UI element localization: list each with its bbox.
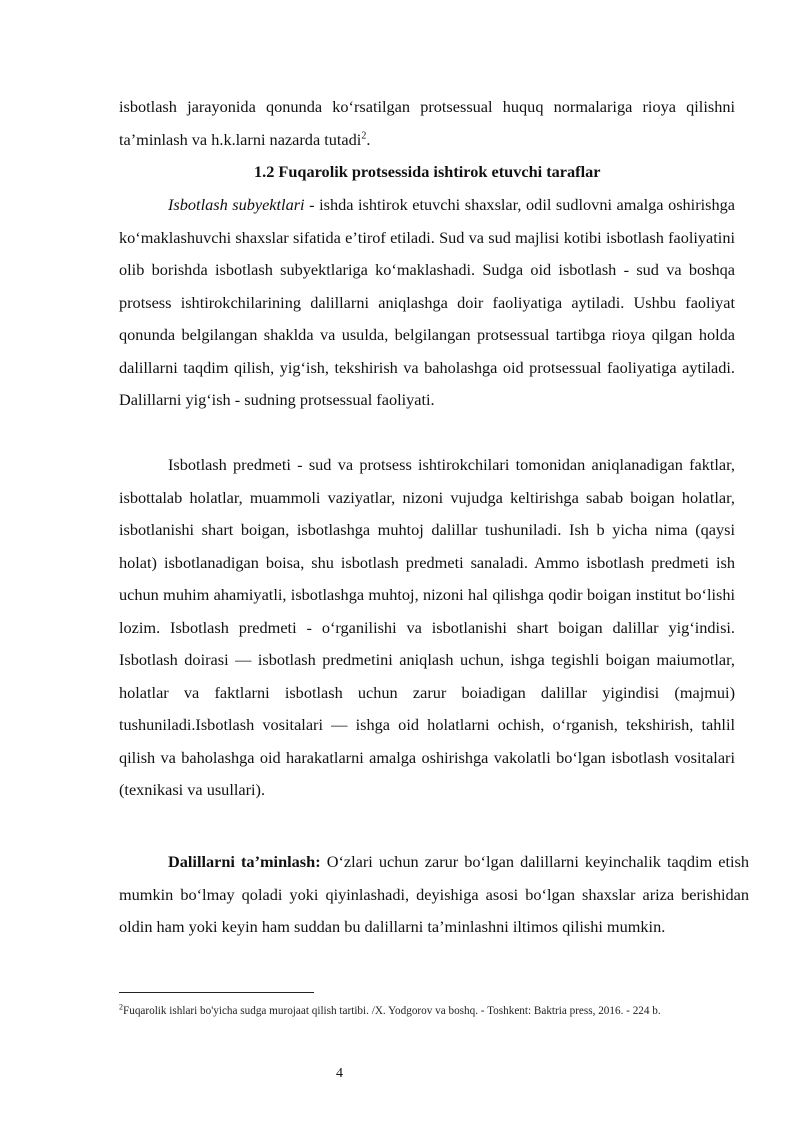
paragraph-text: Isbotlash predmeti - sud va protsess ishtirokchilari tomonidan aniqlanadigan faktlar, isbottalab holatlar, muammoli vaziyatlar, nizoni vujudga keltirishga sabab boigan holatlar, isbotlanishi shart boigan, isbotlashga muhtoj dalillar tushuniladi. Ish b yicha nima (qaysi holat) isbotlanadigan boisa, shu isbotlash predmeti sanaladi. Ammo isbotlash predmeti ish uchun muhim ahamiyatli, isbotlashga muhtoj, nizoni hal qilishga qodir boigan institut boʻlishi lozim. Isbotlash predmeti - oʻrganilishi va isbotlanishi shart boigan dalillar yigʻindisi. Isbotlash doirasi — isbotlash predmetini aniqlash uchun, ishga tegishli boigan maiumotlar, holatlar va faktlarni isbotlash uchun zarur boiadigan dalillar yigindisi (majmui) tushuniladi.Isbotlash vositalari — ishga oid holatlarni ochish, oʻrganish, tekshirish, tahlil qilish va baholashga oid harakatlarni amalga oshirishga vakolatli boʻlgan isbotlash vositalari (texnikasi va usullari).: [119, 455, 735, 799]
footnote-separator: [119, 992, 314, 993]
footnote-text: Fuqarolik ishlari bo'yicha sudga murojaat qilish tartibi. /X. Yodgorov va boshq. - Toshkent: Baktria press, 2016. - 224 b.: [123, 1005, 661, 1017]
paragraph-text: Oʻzlari uchun zarur boʻlgan dalillarni keyinchalik taqdim etish mumkin boʻlmay qoladi yoki qiyinlashadi, deyishiga asosi boʻlgan shaxslar ariza berishidan oldin ham yoki keyin ham suddan bu dalillarni taʼminlashni iltimos qilishi mumkin.: [119, 852, 749, 936]
paragraph-subjects: [119, 189, 735, 417]
footnote-number: 2: [119, 1002, 123, 1012]
paragraph-predmet: [119, 449, 735, 807]
paragraph-continuation: [119, 91, 735, 156]
section-heading: 1.2 Fuqarolik protsessida ishtirok etuvchi taraflar: [254, 162, 601, 181]
page-number: 4: [336, 1066, 343, 1081]
term-isbotlash-subyektlari: Isbotlash subyektlari: [168, 195, 305, 214]
footnote: [119, 1003, 749, 1020]
paragraph-end: .: [366, 129, 371, 149]
paragraph-text: isbotlash jarayonida qonunda koʻrsatilgan protsessual huquq normalariga rioya qilishni taʼminlash va h.k.larni nazarda tutadi: [119, 97, 735, 149]
footnote-reference: 2: [361, 130, 367, 142]
paragraph-taminlash: [119, 846, 749, 944]
term-dalillarni-taminlash: Dalillarni taʼminlash:: [168, 852, 321, 871]
paragraph-text: - ishda ishtirok etuvchi shaxslar, odil sudlovni amalga oshirishga koʻmaklashuvchi shaxslar sifatida eʼtirof etiladi. Sud va sud majlisi kotibi isbotlash faoliyatini olib borishda isbotlash subyektlariga koʻmaklashadi. Sudga oid isbotlash - sud va boshqa protsess ishtirokchilarining dalillarni aniqlashga doir faoliyatiga aytiladi. Ushbu faoliyat qonunda belgilangan shaklda va usulda, belgilangan protsessual tartibga rioya qilgan holda dalillarni taqdim qilish, yigʻish, tekshirish va baholashga oid protsessual faoliyatiga aytiladi. Dalillarni yigʻish - sudning protsessual faoliyati.: [119, 195, 735, 409]
